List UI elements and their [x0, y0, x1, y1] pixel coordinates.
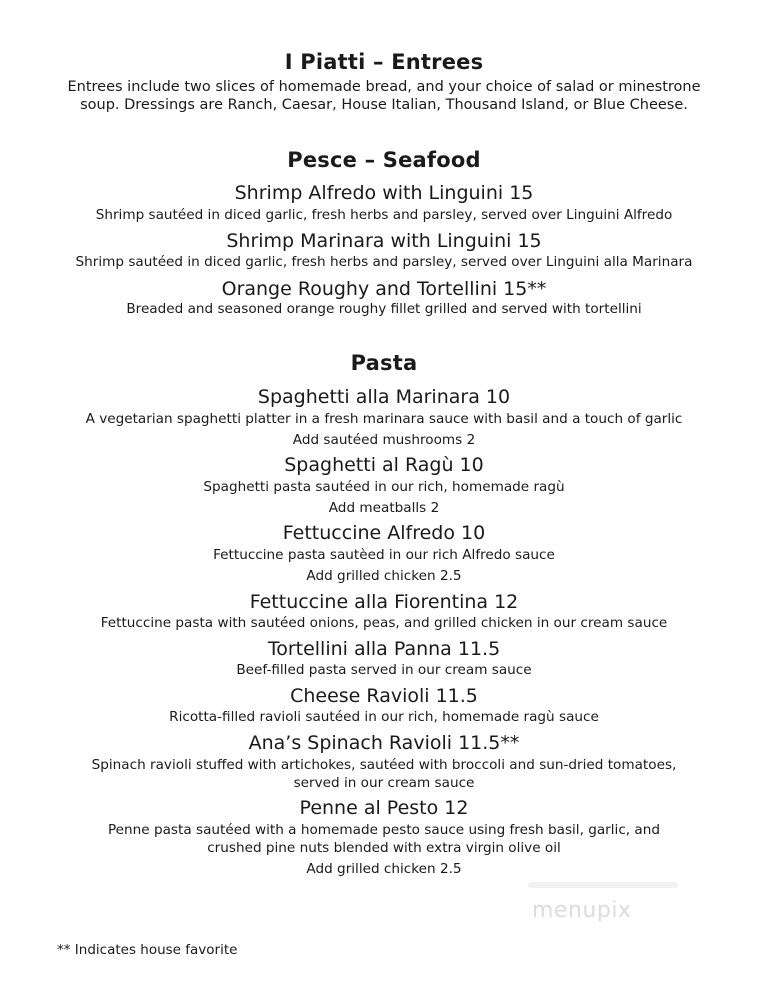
- menu-item-name: Spaghetti alla Marinara 10: [257, 386, 511, 408]
- menu-item-description: Beef-filled pasta served in our cream sauce: [236, 662, 532, 678]
- menu-item-description: Penne pasta sautéed with a homemade pesto sauce using fresh basil, garlic, and: [107, 822, 661, 838]
- menu-item-name: Shrimp Marinara with Linguini 15: [226, 230, 542, 252]
- menu-item-name: Fettuccine alla Fiorentina 12: [249, 591, 519, 613]
- menu-item-name: Tortellini alla Panna 11.5: [267, 638, 501, 660]
- watermark-logo: menupix: [532, 898, 632, 923]
- menu-item-description: Shrimp sautéed in diced garlic, fresh herbs and parsley, served over Linguini Alfredo: [95, 207, 673, 223]
- menu-item-description: Spaghetti pasta sautéed in our rich, homemade ragù: [203, 479, 565, 495]
- menu-item-description: Ricotta-filled ravioli sautéed in our rich, homemade ragù sauce: [169, 709, 599, 725]
- menu-item-description: Breaded and seasoned orange roughy fillet grilled and served with tortellini: [126, 301, 642, 317]
- entrees-intro-line-1: Entrees include two slices of homemade bread, and your choice of salad or minestrone: [67, 79, 701, 95]
- menu-item-name: Cheese Ravioli 11.5: [290, 685, 478, 707]
- watermark-bar: [528, 882, 678, 888]
- menu-item-name: Fettuccine Alfredo 10: [282, 522, 486, 544]
- entrees-intro-line-2: soup. Dressings are Ranch, Caesar, House Italian, Thousand Island, or Blue Cheese.: [80, 97, 688, 113]
- menu-item-description: A vegetarian spaghetti platter in a fresh marinara sauce with basil and a touch of garlic: [85, 411, 683, 427]
- menu-item-description: Spinach ravioli stuffed with artichokes, sautéed with broccoli and sun-dried tomatoes,: [91, 757, 677, 773]
- menu-item-description: served in our cream sauce: [293, 775, 475, 791]
- menu-item-addon: Add grilled chicken 2.5: [306, 568, 462, 584]
- menu-item-name: Ana’s Spinach Ravioli 11.5**: [248, 732, 520, 754]
- menu-item-addon: Add grilled chicken 2.5: [306, 861, 462, 877]
- menu-item-description: Fettuccine pasta with sautéed onions, peas, and grilled chicken in our cream sauce: [100, 615, 668, 631]
- seafood-title: Pesce – Seafood: [287, 148, 481, 172]
- menu-item-description: crushed pine nuts blended with extra virgin olive oil: [207, 840, 561, 856]
- menu-item-name: Shrimp Alfredo with Linguini 15: [234, 182, 534, 204]
- menu-item-addon: Add sautéed mushrooms 2: [292, 432, 476, 448]
- menu-item-name: Orange Roughy and Tortellini 15**: [221, 278, 547, 300]
- footnote: ** Indicates house favorite: [57, 942, 238, 958]
- menu-item-description: Fettuccine pasta sautèed in our rich Alfredo sauce: [213, 547, 555, 563]
- menu-item-name: Penne al Pesto 12: [299, 797, 469, 819]
- menu-item-description: Shrimp sautéed in diced garlic, fresh herbs and parsley, served over Linguini alla Marinara: [75, 254, 693, 270]
- menu-item-addon: Add meatballs 2: [328, 500, 440, 516]
- pasta-title: Pasta: [350, 351, 418, 375]
- entrees-title: I Piatti – Entrees: [284, 50, 484, 74]
- menu-item-name: Spaghetti al Ragù 10: [284, 454, 484, 476]
